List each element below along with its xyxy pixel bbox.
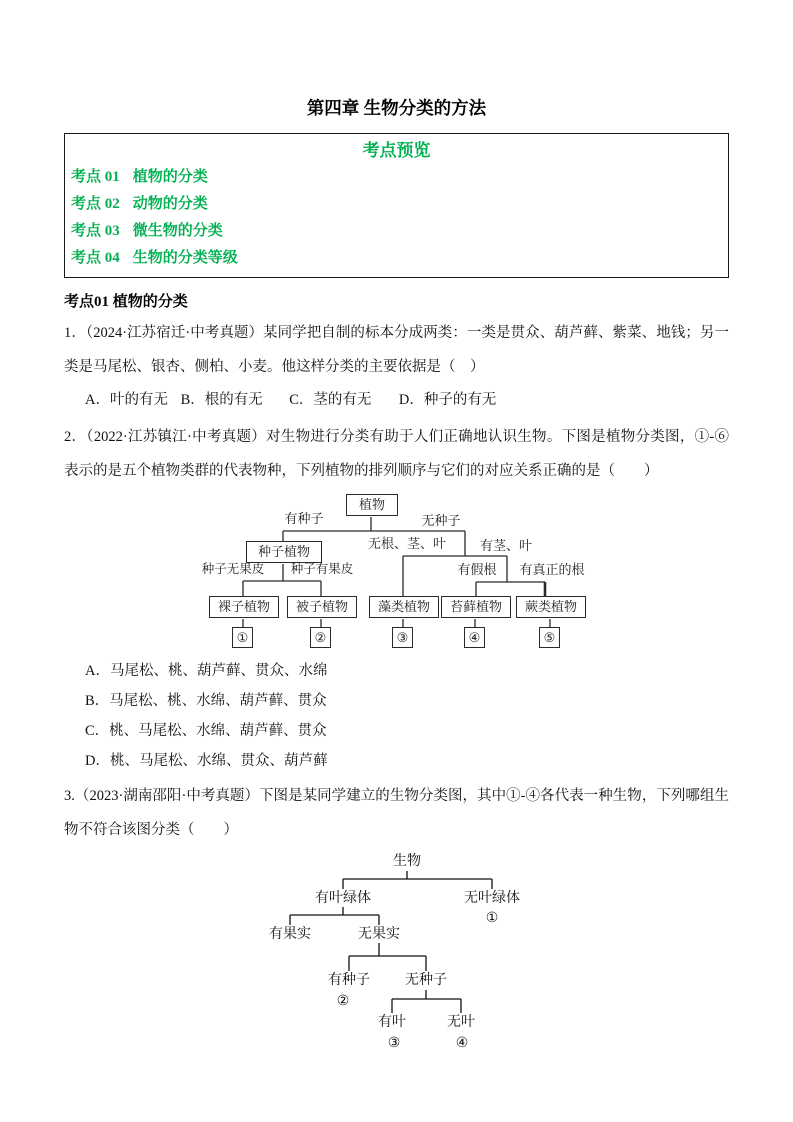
d2-branch-has-fruit: 有果实 bbox=[269, 927, 311, 942]
preview-item-03-label: 微生物的分类 bbox=[132, 223, 223, 239]
d1-node-gymnosperm: 裸子植物 bbox=[209, 596, 279, 618]
preview-box-title: 考点预览 bbox=[362, 141, 431, 160]
q2-option-a: A．马尾松、桃、葫芦藓、贯众、水绵 bbox=[85, 663, 328, 679]
preview-item-04-label: 生物的分类等级 bbox=[132, 250, 238, 266]
preview-item-04-tag: 考点 04 bbox=[71, 250, 120, 266]
d1-branch-no-seed: 无种子 bbox=[421, 513, 461, 528]
d1-number-4: ④ bbox=[464, 627, 485, 648]
preview-item-02-label: 动物的分类 bbox=[132, 196, 208, 212]
q1-option-d: D．种子的有无 bbox=[398, 392, 497, 408]
q1-option-c: C．茎的有无 bbox=[289, 392, 372, 408]
preview-item-02-tag: 考点 02 bbox=[71, 196, 120, 212]
d1-branch-has-true-root: 有真正的根 bbox=[519, 562, 585, 577]
d2-number-1: ① bbox=[485, 911, 499, 926]
plant-classification-diagram bbox=[184, 491, 629, 653]
preview-item-03-tag: 考点 03 bbox=[71, 223, 120, 239]
question-1-options bbox=[64, 384, 729, 417]
d1-node-plant: 植物 bbox=[346, 494, 398, 516]
q2-option-d: D．桃、马尾松、水绵、贯众、葫芦藓 bbox=[85, 753, 328, 769]
d1-branch-seed-with-pericarp: 种子有果皮 bbox=[290, 562, 354, 576]
d1-branch-has-rhizoid: 有假根 bbox=[457, 562, 497, 577]
d2-branch-has-seed: 有种子 bbox=[328, 973, 370, 988]
d2-branch-has-leaf: 有叶 bbox=[378, 1015, 406, 1030]
preview-item-02 bbox=[69, 191, 724, 218]
d1-node-moss: 苔藓植物 bbox=[441, 596, 511, 618]
section-heading-kaodian01: 考点01 植物的分类 bbox=[64, 294, 188, 310]
d1-branch-has-stem-leaf: 有茎、叶 bbox=[479, 538, 532, 553]
chapter-title: 第四章 生物分类的方法 bbox=[306, 98, 487, 118]
organism-classification-diagram bbox=[267, 853, 537, 1053]
d2-branch-has-chloroplast: 有叶绿体 bbox=[315, 891, 371, 906]
preview-item-03 bbox=[69, 218, 724, 245]
q2-option-c: C．桃、马尾松、水绵、葫芦藓、贯众 bbox=[85, 723, 327, 739]
d2-number-2: ② bbox=[336, 994, 350, 1009]
q1-option-b: B．根的有无 bbox=[180, 392, 263, 408]
d1-number-3: ③ bbox=[392, 627, 413, 648]
d2-branch-no-chloroplast: 无叶绿体 bbox=[464, 891, 520, 906]
d1-node-angiosperm: 被子植物 bbox=[287, 596, 357, 618]
q1-option-a: A．叶的有无 bbox=[85, 392, 168, 408]
d1-branch-has-seed: 有种子 bbox=[284, 511, 324, 526]
preview-item-01 bbox=[69, 164, 724, 191]
q2-option-b: B．马尾松、桃、水绵、葫芦藓、贯众 bbox=[85, 693, 327, 709]
d2-number-3: ③ bbox=[387, 1036, 401, 1051]
d1-branch-no-root-stem-leaf: 无根、茎、叶 bbox=[367, 536, 446, 551]
preview-item-04 bbox=[69, 245, 724, 272]
d1-node-fern: 蕨类植物 bbox=[516, 596, 586, 618]
d1-node-seed-plant: 种子植物 bbox=[246, 541, 322, 563]
d2-branch-no-seed: 无种子 bbox=[405, 973, 447, 988]
d1-number-5: ⑤ bbox=[539, 627, 560, 648]
d1-number-1: ① bbox=[232, 627, 253, 648]
question-3-text: 3.（2023·湖南邵阳·中考真题）下图是某同学建立的生物分类图，其中①-④各代表一种生物，下列哪组生物不符合该图分类（ ） bbox=[64, 788, 729, 838]
d1-node-algae: 藻类植物 bbox=[369, 596, 439, 618]
question-1-text: 1．（2024·江苏宿迁·中考真题）某同学把自制的标本分成两类：一类是贯众、葫芦藓、紫菜、地钱；另一类是马尾松、银杏、侧柏、小麦。他这样分类的主要依据是（ ） bbox=[64, 325, 729, 375]
d1-branch-seed-no-pericarp: 种子无果皮 bbox=[201, 562, 265, 576]
d2-branch-no-fruit: 无果实 bbox=[358, 927, 400, 942]
d2-node-organism: 生物 bbox=[393, 854, 421, 869]
document-content bbox=[0, 96, 793, 1053]
preview-item-01-label: 植物的分类 bbox=[132, 169, 208, 185]
exam-points-preview-box bbox=[64, 133, 729, 278]
d1-number-2: ② bbox=[310, 627, 331, 648]
preview-item-01-tag: 考点 01 bbox=[71, 169, 120, 185]
question-2-text: 2．（2022·江苏镇江·中考真题）对生物进行分类有助于人们正确地认识生物。下图是植物分类图，①-⑥表示的是五个植物类群的代表物种，下列植物的排列顺序与它们的对应关系正确的是（ ） bbox=[64, 429, 729, 479]
d2-branch-no-leaf: 无叶 bbox=[447, 1015, 475, 1030]
d2-number-4: ④ bbox=[455, 1036, 469, 1051]
